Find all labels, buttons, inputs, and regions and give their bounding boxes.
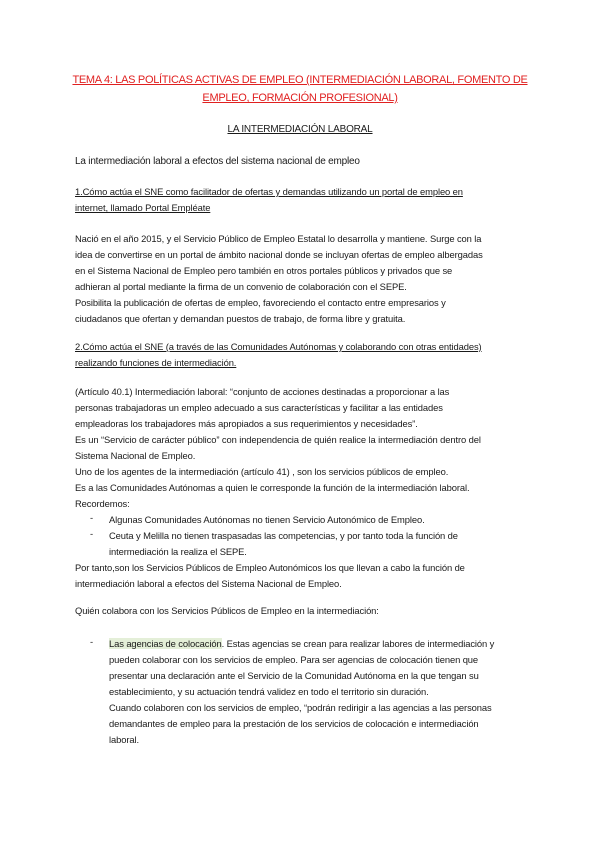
title-line-2: EMPLEO, FORMACIÓN PROFESIONAL): [202, 92, 398, 104]
paragraph-line: personas trabajadoras un empleo adecuado a sus características y facilitar a las entidades: [75, 402, 443, 413]
bullet-line: [109, 636, 539, 652]
bullet-marker: -: [90, 636, 94, 647]
question-1-line-2: internet, llamado Portal Empléate: [75, 202, 211, 213]
title-line-1: TEMA 4: LAS POLÍTICAS ACTIVAS DE EMPLEO (INTERMEDIACIÓN LABORAL, FOMENTO DE: [72, 74, 528, 86]
section-title: LA INTERMEDIACIÓN LABORAL: [227, 124, 373, 135]
paragraph-line: Sistema Nacional de Empleo.: [75, 450, 196, 461]
bullet-line: demandantes de empleo para la prestación de los servicios de colocación e intermediación: [109, 718, 479, 729]
bullet-line: presentar una declaración ante el Servicio de la Comunidad Autónoma en la que tengan su: [109, 670, 479, 681]
document-title: [60, 71, 540, 107]
paragraph-line: en el Sistema Nacional de Empleo pero también en otros portales públicos y privados que se: [75, 265, 453, 276]
question-1-heading: [75, 184, 530, 216]
paragraph-line: adhieran al portal mediante la firma de un convenio de colaboración con el SEPE.: [75, 281, 407, 292]
bullet-item: [109, 528, 539, 560]
subheading: La intermediación laboral a efectos del sistema nacional de empleo: [75, 156, 360, 167]
paragraph-line: Por tanto,son los Servicios Públicos de Empleo Autonómicos los que llevan a cabo la función de: [75, 562, 465, 573]
bullet-line-rest: . Estas agencias se crean para realizar labores de intermediación y: [221, 638, 495, 649]
bullet-item: [109, 512, 539, 528]
paragraph-line: Recordemos:: [75, 498, 130, 509]
bullet-marker: -: [90, 528, 94, 539]
paragraph-line: Es a las Comunidades Autónomas a quien le corresponde la función de la intermediación laboral.: [75, 482, 470, 493]
highlighted-text: Las agencias de colocación: [109, 638, 222, 649]
paragraph-line: Uno de los agentes de la intermediación (artículo 41) , son los servicios públicos de empleo.: [75, 466, 449, 477]
paragraph-line: (Artículo 40.1) Intermediación laboral: “conjunto de acciones destinadas a proporcionar a las: [75, 386, 450, 397]
question-2-heading: [75, 339, 530, 371]
question-2-line-2: realizando funciones de intermediación.: [75, 357, 237, 368]
bullet-line: laboral.: [109, 734, 139, 745]
paragraph-line: ciudadanos que ofertan y demandan puestos de trabajo, de forma libre y gratuita.: [75, 313, 406, 324]
paragraph-1: [75, 231, 530, 327]
paragraph-line: Posibilita la publicación de ofertas de empleo, favoreciendo el contacto entre empresarios y: [75, 297, 446, 308]
paragraph-line: Nació en el año 2015, y el Servicio Público de Empleo Estatal lo desarrolla y mantiene. Surge con la: [75, 233, 482, 244]
bullet-line: Algunas Comunidades Autónomas no tienen Servicio Autonómico de Empleo.: [109, 514, 425, 525]
paragraph-line: intermediación laboral a efectos del Sistema Nacional de Empleo.: [75, 578, 342, 589]
bullet-line: Ceuta y Melilla no tienen traspasadas las competencias, y por tanto toda la función de: [109, 530, 458, 541]
paragraph-4: Quién colabora con los Servicios Públicos de Empleo en la intermediación:: [75, 605, 379, 616]
bullet-line: establecimiento, y su actuación tendrá validez en todo el territorio sin duración.: [109, 686, 429, 697]
paragraph-line: empleadoras los trabajadores más apropiados a sus requerimientos y necesidades”.: [75, 418, 418, 429]
paragraph-3: [75, 560, 530, 592]
bullet-line: Cuando colaboren con los servicios de empleo, “podrán redirigir a las agencias a las personas: [109, 702, 492, 713]
question-1-line-1: 1.Cómo actúa el SNE como facilitador de ofertas y demandas utilizando un portal de empleo en: [75, 186, 463, 197]
bullet-item: [109, 636, 539, 748]
paragraph-line: idea de convertirse en un portal de ámbito nacional donde se incluyan ofertas de empleo albergadas: [75, 249, 483, 260]
bullet-line: pueden colaborar con los servicios de empleo. Para ser agencias de colocación tienen que: [109, 654, 479, 665]
paragraph-line: Es un “Servicio de carácter público” con independencia de quién realice la intermediación dentro del: [75, 434, 481, 445]
paragraph-2: [75, 384, 530, 512]
bullet-marker: -: [90, 512, 94, 523]
question-2-line-1: 2.Cómo actúa el SNE (a través de las Comunidades Autónomas y colaborando con otras entidades): [75, 341, 482, 352]
bullet-line: intermediación la realiza el SEPE.: [109, 546, 247, 557]
